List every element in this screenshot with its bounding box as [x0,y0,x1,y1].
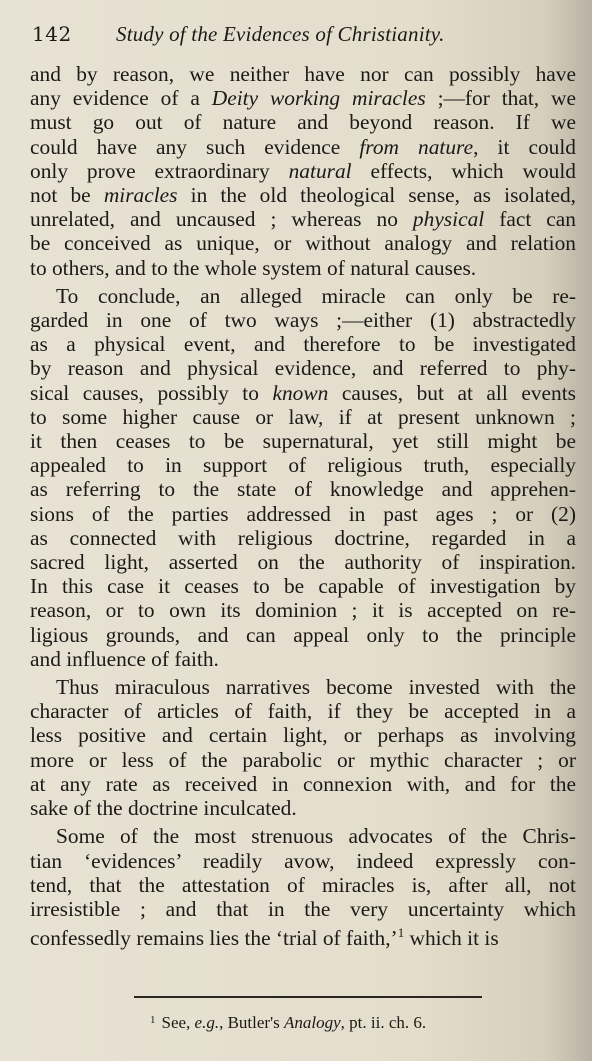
text-segment: as connected with religious doctrine, regarded in a [30,525,576,550]
text-line [30,526,576,550]
text-line [30,110,576,134]
text-line [30,647,576,671]
text-line [30,675,576,699]
paragraph [30,62,576,280]
text-line [30,356,576,380]
text-segment: only prove extraordinary [30,158,289,183]
text-line [30,86,576,110]
text-segment: to others, and to the whole system of natural causes. [30,255,477,280]
text-segment: appealed to in support of religious truth, especially [30,453,576,478]
text-segment: be conceived as unique, or without analogy and relation [30,231,576,256]
text-segment: sake of the doctrine inculcated. [30,796,297,821]
text-segment: tend, that the attestation of miracles is, after all, not [30,872,576,897]
footnote-rule [134,996,482,998]
italic-text: from nature [359,134,474,159]
text-line [30,256,576,280]
italic-text: known [272,380,329,405]
text-segment: causes, but at all events [328,380,576,405]
text-segment: sical causes, possibly to [30,380,273,405]
text-segment: by reason and physical evidence, and referred to phy- [30,356,576,381]
text-segment: more or less of the parabolic or mythic character ; or [30,747,576,772]
footnote [150,1013,426,1033]
text-segment: as referring to the state of knowledge and apprehen- [30,477,576,502]
text-segment: effects, which would [351,158,576,183]
text-segment: irresistible ; and that in the very uncertainty which [30,896,576,921]
text-segment: In this case it ceases to be capable of investigation by [30,574,576,599]
text-segment: it then ceases to be supernatural, yet still might be [30,429,576,454]
text-line [30,502,576,526]
text-segment: confessedly remains lies the ‘trial of faith,’ [30,926,398,951]
text-segment: which it is [404,926,499,951]
text-line [30,429,576,453]
italic-text: Deity working miracles [211,86,426,111]
text-line [30,796,576,820]
text-segment: could have any such evidence [30,134,360,159]
text-line [30,897,576,921]
footnote-text-after: , pt. ii. ch. 6. [340,1013,427,1032]
running-title: Study of the Evidences of Christianity. [116,22,445,46]
page-number: 142 [32,22,72,46]
footnote-work-title: Analogy [284,1013,341,1032]
footnote-marker: 1 [150,1014,156,1026]
text-segment: , it could [473,134,576,159]
text-line [30,453,576,477]
text-line [30,135,576,159]
text-segment: and by reason, we neither have nor can possibly have [30,62,576,86]
text-segment: ligious grounds, and can appeal only to the principle [30,622,576,647]
text-segment: garded in one of two ways ;—either (1) abstractedly [30,308,576,333]
text-line [30,284,576,308]
text-segment: less positive and certain light, or perhaps as involving [30,723,576,748]
footnote-text-before: See, [161,1013,195,1032]
text-line [30,183,576,207]
text-line [30,62,576,86]
footnote-text-middle: , Butler's [219,1013,285,1032]
text-segment: Thus miraculous narratives become invested with the [56,675,576,700]
text-line [30,623,576,647]
text-segment: and influence of faith. [30,646,219,671]
text-line [30,574,576,598]
italic-text: physical [412,207,485,232]
text-line [30,598,576,622]
italic-text: natural [288,158,352,183]
text-segment: Some of the most strenuous advocates of the Chris- [56,824,576,849]
paragraph [30,824,576,950]
text-segment: any evidence of a [30,86,212,111]
text-segment: unrelated, and uncaused ; whereas no [30,207,413,232]
text-segment: fact can [484,207,576,232]
text-segment: as a physical event, and therefore to be investigated [30,332,576,357]
text-segment: must go out of nature and beyond reason. If we [30,110,576,135]
text-segment: at any rate as received in connexion with, and for the [30,771,576,796]
text-line [30,231,576,255]
text-line [30,723,576,747]
footnote-eg: e.g. [194,1013,220,1032]
page-header [32,22,572,52]
text-segment: in the old theological sense, as isolated, [177,183,577,208]
text-line [30,308,576,332]
text-line [30,748,576,772]
body-text [30,62,576,954]
text-line [30,550,576,574]
paragraph [30,284,576,671]
text-segment: sacred light, asserted on the authority of inspiration. [30,550,576,575]
text-line [30,159,576,183]
text-segment: to some higher cause or law, if at present unknown ; [30,404,576,429]
text-line [30,477,576,501]
text-segment: not be [30,183,104,208]
text-line [30,699,576,723]
text-segment: tian ‘evidences’ readily avow, indeed expressly con- [30,848,576,873]
text-segment: ;—for that, we [425,86,576,111]
text-line [30,849,576,873]
text-line [30,824,576,848]
text-line [30,921,576,950]
text-line [30,332,576,356]
italic-text: miracles [103,183,178,208]
text-segment: reason, or to own its dominion ; it is accepted on re- [30,598,576,623]
text-line [30,405,576,429]
text-segment: character of articles of faith, if they be accepted in a [30,699,576,724]
text-segment: sions of the parties addressed in past ages ; or (2) [30,501,576,526]
footnote-reference: 1 [397,925,405,941]
text-line [30,207,576,231]
text-segment: To conclude, an alleged miracle can only be re- [56,283,576,308]
text-line [30,381,576,405]
text-line [30,873,576,897]
paragraph [30,675,576,820]
text-line [30,772,576,796]
